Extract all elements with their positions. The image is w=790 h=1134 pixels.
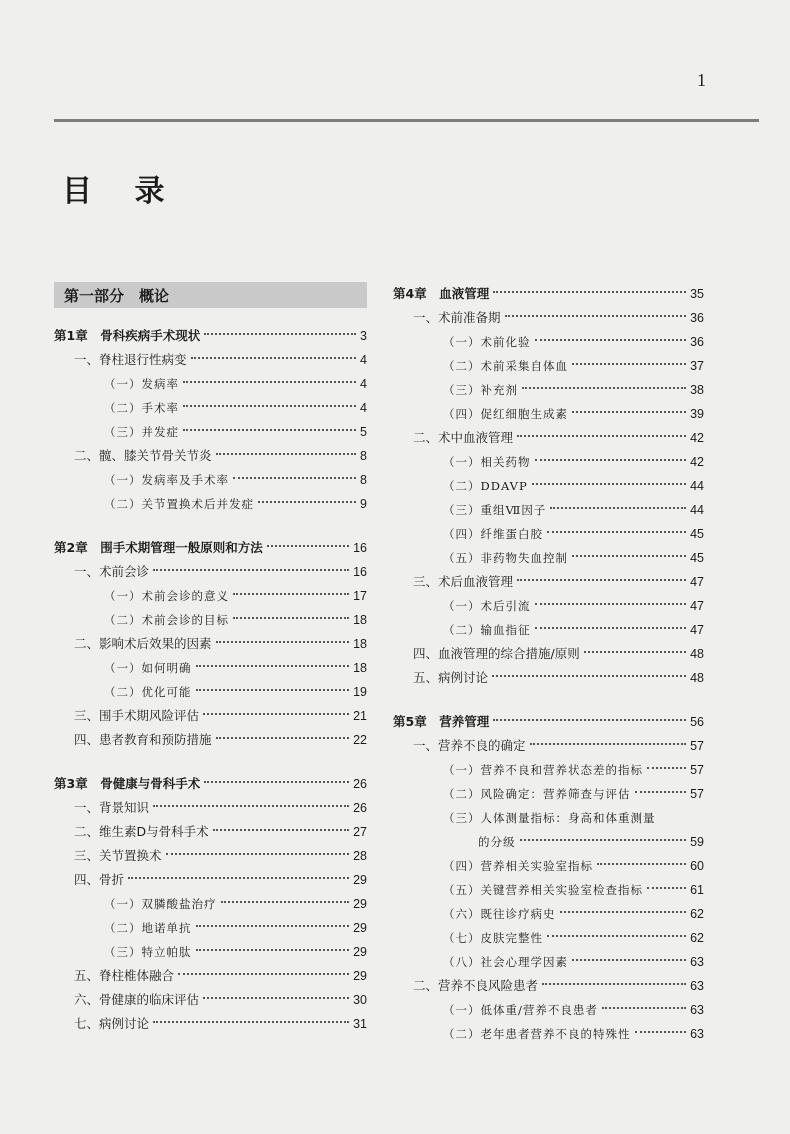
toc-sub-entry[interactable] [393, 330, 704, 354]
dot-leader [647, 887, 686, 889]
toc-sub-entry[interactable] [393, 806, 704, 830]
toc-entry-page: 63 [690, 1003, 704, 1017]
dot-leader [572, 411, 686, 413]
dot-leader [520, 839, 687, 841]
toc-entry-page: 17 [353, 589, 367, 603]
dot-leader [233, 477, 356, 479]
dot-leader [196, 949, 350, 951]
toc-entry-page: 4 [360, 401, 367, 415]
dot-leader [572, 555, 686, 557]
toc-entry-page: 63 [690, 955, 704, 969]
toc-sub-entry[interactable] [393, 926, 704, 950]
toc-section-entry[interactable] [393, 974, 704, 998]
dot-leader [535, 339, 687, 341]
dot-leader [178, 973, 349, 975]
toc-entry-page: 57 [690, 739, 704, 753]
dot-leader [128, 877, 349, 879]
toc-entry-title: （一）营养不良和营养状态差的指标 [443, 763, 643, 777]
toc-section-entry[interactable] [54, 1012, 367, 1036]
toc-entry-page: 57 [690, 787, 704, 801]
toc-sub-entry[interactable] [54, 680, 367, 704]
toc-entry-title: （二）优化可能 [104, 685, 192, 699]
dot-leader [493, 291, 686, 293]
toc-entry-title: 一、背景知识 [74, 800, 150, 815]
toc-sub-entry[interactable] [54, 916, 367, 940]
dot-leader [183, 405, 356, 407]
dot-leader [213, 829, 349, 831]
toc-entry-page: 45 [690, 551, 704, 565]
toc-sub-entry[interactable] [393, 498, 704, 522]
toc-entry-page: 47 [690, 575, 704, 589]
toc-entry-page: 56 [690, 715, 704, 729]
toc-entry-page: 39 [690, 407, 704, 421]
dot-leader [233, 593, 349, 595]
toc-entry-page: 48 [690, 647, 704, 661]
toc-entry-page: 48 [690, 671, 704, 685]
toc-section-entry[interactable] [393, 426, 704, 450]
toc-entry-page: 38 [690, 383, 704, 397]
dot-leader [153, 805, 349, 807]
toc-entry-page: 16 [353, 541, 367, 555]
toc-entry-page: 37 [690, 359, 704, 373]
header-rule [54, 119, 759, 122]
toc-sub-entry[interactable] [393, 450, 704, 474]
toc-entry-title: 第5章 营养管理 [393, 714, 490, 729]
dot-leader [635, 1031, 687, 1033]
toc-entry-title: 四、血液管理的综合措施/原则 [413, 646, 580, 661]
toc-left-column [54, 282, 367, 1036]
toc-entry-title: （三）特立帕肽 [104, 945, 192, 959]
dot-leader [522, 387, 686, 389]
toc-section-entry[interactable] [393, 666, 704, 690]
toc-entry-title: （六）既往诊疗病史 [443, 907, 556, 921]
toc-entry-title: （二）DDAVP [443, 479, 528, 493]
toc-entry-page: 5 [360, 425, 367, 439]
toc-entry-page: 42 [690, 455, 704, 469]
dot-leader [196, 925, 350, 927]
toc-chapter-entry[interactable] [54, 324, 367, 348]
toc-entry-page: 21 [353, 709, 367, 723]
dot-leader [258, 501, 356, 503]
toc-entry-page: 60 [690, 859, 704, 873]
toc-section-entry[interactable] [54, 796, 367, 820]
toc-section-entry[interactable] [393, 306, 704, 330]
toc-section-entry[interactable] [54, 820, 367, 844]
toc-chapter-entry[interactable] [54, 772, 367, 796]
dot-leader [492, 675, 686, 677]
toc-entry-title: （三）并发症 [104, 425, 179, 439]
dot-leader [530, 743, 687, 745]
toc-entry-page: 3 [360, 329, 367, 343]
dot-leader [550, 507, 686, 509]
toc-section-entry[interactable] [54, 844, 367, 868]
dot-leader [560, 911, 687, 913]
dot-leader [493, 719, 686, 721]
toc-chapter-entry[interactable] [393, 710, 704, 734]
toc-sub-entry[interactable] [393, 474, 704, 498]
dot-leader [635, 791, 687, 793]
toc-sub-entry[interactable] [393, 378, 704, 402]
toc-entry-title: （四）纤维蛋白胶 [443, 527, 543, 541]
toc-entry-title: （二）风险确定：营养筛查与评估 [443, 787, 631, 801]
toc-sub-entry[interactable] [54, 468, 367, 492]
toc-entry-page: 44 [690, 479, 704, 493]
dot-leader [517, 579, 686, 581]
dot-leader [153, 1021, 349, 1023]
part-heading: 第一部分 概论 [54, 282, 367, 308]
toc-entry-title: 一、术前会诊 [74, 564, 150, 579]
dot-leader [647, 767, 686, 769]
toc-sub-entry[interactable] [393, 950, 704, 974]
dot-leader [204, 333, 356, 335]
toc-entry-title: 第4章 血液管理 [393, 286, 490, 301]
toc-sub-entry[interactable] [393, 782, 704, 806]
toc-sub-entry[interactable] [393, 902, 704, 926]
toc-sub-entry[interactable] [393, 854, 704, 878]
toc-sub-entry[interactable] [393, 878, 704, 902]
section-gap [393, 690, 704, 710]
toc-entry-page: 30 [353, 993, 367, 1007]
toc-entry-title: （二）关节置换术后并发症 [104, 497, 254, 511]
toc-entry-page: 19 [353, 685, 367, 699]
toc-entry-title: 三、围手术期风险评估 [74, 708, 200, 723]
toc-entry-page: 57 [690, 763, 704, 777]
toc-entry-title: 一、营养不良的确定 [413, 738, 526, 753]
toc-entry-page: 42 [690, 431, 704, 445]
dot-leader [597, 863, 686, 865]
toc-entry-title: （四）营养相关实验室指标 [443, 859, 593, 873]
toc-entry-page: 59 [690, 835, 704, 849]
toc-entry-page: 16 [353, 565, 367, 579]
toc-sub-entry[interactable] [54, 656, 367, 680]
toc-entry-title: （二）老年患者营养不良的特殊性 [443, 1027, 631, 1041]
toc-sub-entry[interactable] [393, 402, 704, 426]
toc-entry-title: 二、术中血液管理 [413, 430, 514, 445]
dot-leader [203, 713, 349, 715]
toc-entry-title: （二）输血指征 [443, 623, 531, 637]
dot-leader [196, 665, 350, 667]
toc-entry-page: 4 [360, 353, 367, 367]
toc-entry-page: 36 [690, 311, 704, 325]
dot-leader [216, 737, 350, 739]
toc-entry-title: （二）手术率 [104, 401, 179, 415]
toc-entry-title: （一）术前化验 [443, 335, 531, 349]
toc-title: 目 录 [62, 174, 181, 209]
dot-leader [221, 901, 350, 903]
toc-entry-page: 44 [690, 503, 704, 517]
toc-entry-title: 七、病例讨论 [74, 1016, 150, 1031]
dot-leader [196, 689, 350, 691]
toc-section-entry[interactable] [54, 728, 367, 752]
dot-leader [267, 545, 349, 547]
toc-sub-entry[interactable] [54, 608, 367, 632]
toc-entry-title: （五）非药物失血控制 [443, 551, 568, 565]
toc-section-entry[interactable] [54, 632, 367, 656]
dot-leader [204, 781, 349, 783]
toc-section-entry[interactable] [393, 734, 704, 758]
toc-entry-page: 28 [353, 849, 367, 863]
toc-entry-page: 35 [690, 287, 704, 301]
toc-entry-title: （四）促红细胞生成素 [443, 407, 568, 421]
toc-entry-title: （七）皮肤完整性 [443, 931, 543, 945]
dot-leader [191, 357, 357, 359]
toc-sub-entry[interactable] [393, 546, 704, 570]
page-number: 1 [697, 70, 706, 90]
toc-entry-page: 62 [690, 931, 704, 945]
dot-leader [183, 381, 356, 383]
toc-entry-page: 45 [690, 527, 704, 541]
toc-entry-page: 47 [690, 623, 704, 637]
dot-leader [547, 935, 686, 937]
toc-entry-title: （二）术前采集自体血 [443, 359, 568, 373]
toc-entry-title: 二、髋、膝关节骨关节炎 [74, 448, 212, 463]
toc-entry-title: 四、患者教育和预防措施 [74, 732, 212, 747]
dot-leader [584, 651, 686, 653]
toc-sub-entry[interactable] [54, 420, 367, 444]
toc-entry-title: （一）术后引流 [443, 599, 531, 613]
toc-entry-title: 五、病例讨论 [413, 670, 489, 685]
toc-sub-entry[interactable] [393, 1022, 704, 1046]
toc-entry-title: （一）相关药物 [443, 455, 531, 469]
toc-entry-title: 第1章 骨科疾病手术现状 [54, 328, 201, 343]
dot-leader [203, 997, 349, 999]
toc-entry-title: （二）术前会诊的目标 [104, 613, 229, 627]
toc-entry-page: 29 [353, 921, 367, 935]
dot-leader [505, 315, 687, 317]
toc-entry-page: 8 [360, 473, 367, 487]
toc-section-entry[interactable] [54, 868, 367, 892]
toc-entry-title: 一、脊柱退行性病变 [74, 352, 187, 367]
toc-sub-entry[interactable] [54, 892, 367, 916]
toc-entry-title: （五）关键营养相关实验室检查指标 [443, 883, 643, 897]
toc-entry-title: 五、脊柱椎体融合 [74, 968, 175, 983]
toc-entry-title: （一）低体重/营养不良患者 [443, 1003, 598, 1017]
toc-section-entry[interactable] [54, 560, 367, 584]
toc-entry-page: 61 [690, 883, 704, 897]
toc-entry-page: 63 [690, 1027, 704, 1041]
toc-entry-page: 29 [353, 897, 367, 911]
toc-section-entry[interactable] [393, 570, 704, 594]
toc-sub-entry[interactable] [393, 830, 704, 854]
toc-entry-page: 8 [360, 449, 367, 463]
dot-leader [535, 627, 687, 629]
toc-section-entry[interactable] [54, 988, 367, 1012]
toc-entry-page: 18 [353, 613, 367, 627]
toc-entry-page: 62 [690, 907, 704, 921]
toc-entry-title: （二）地诺单抗 [104, 921, 192, 935]
toc-sub-entry[interactable] [393, 758, 704, 782]
dot-leader [166, 853, 350, 855]
dot-leader [535, 603, 687, 605]
toc-entry-title: 第3章 骨健康与骨科手术 [54, 776, 201, 791]
toc-entry-page: 18 [353, 637, 367, 651]
dot-leader [233, 617, 349, 619]
toc-section-entry[interactable] [393, 642, 704, 666]
toc-entry-page: 29 [353, 873, 367, 887]
toc-entry-title: 的分级 [478, 835, 516, 849]
toc-entry-page: 29 [353, 945, 367, 959]
toc-entry-page: 22 [353, 733, 367, 747]
toc-section-entry[interactable] [54, 704, 367, 728]
toc-entry-page: 31 [353, 1017, 367, 1031]
toc-entry-title: （一）术前会诊的意义 [104, 589, 229, 603]
toc-entry-title: 一、术前准备期 [413, 310, 501, 325]
toc-chapter-entry[interactable] [54, 536, 367, 560]
toc-entry-title: 三、术后血液管理 [413, 574, 514, 589]
toc-entry-page: 9 [360, 497, 367, 511]
toc-entry-page: 36 [690, 335, 704, 349]
dot-leader [216, 641, 350, 643]
dot-leader [602, 1007, 686, 1009]
toc-entry-title: 六、骨健康的临床评估 [74, 992, 200, 1007]
toc-sub-entry[interactable] [393, 618, 704, 642]
toc-entry-page: 63 [690, 979, 704, 993]
toc-entry-page: 26 [353, 801, 367, 815]
dot-leader [532, 483, 686, 485]
dot-leader [183, 429, 356, 431]
toc-sub-entry[interactable] [54, 372, 367, 396]
dot-leader [517, 435, 686, 437]
toc-entry-page: 18 [353, 661, 367, 675]
dot-leader [216, 453, 357, 455]
toc-entry-title: （八）社会心理学因素 [443, 955, 568, 969]
toc-sub-entry[interactable] [393, 354, 704, 378]
dot-leader [572, 959, 686, 961]
toc-entry-page: 26 [353, 777, 367, 791]
dot-leader [547, 531, 686, 533]
dot-leader [535, 459, 687, 461]
toc-section-entry[interactable] [54, 444, 367, 468]
toc-sub-entry[interactable] [54, 396, 367, 420]
toc-section-entry[interactable] [54, 964, 367, 988]
section-gap [54, 516, 367, 536]
toc-entry-title: 二、维生素D与骨科手术 [74, 824, 209, 839]
toc-section-entry[interactable] [54, 348, 367, 372]
toc-entry-title: （三）补充剂 [443, 383, 518, 397]
toc-entry-title: 三、关节置换术 [74, 848, 162, 863]
dot-leader [153, 569, 349, 571]
toc-entry-page: 47 [690, 599, 704, 613]
toc-entry-title: 二、影响术后效果的因素 [74, 636, 212, 651]
toc-entry-title: （三）人体测量指标：身高和体重测量 [443, 811, 656, 825]
dot-leader [572, 363, 686, 365]
toc-entry-page: 27 [353, 825, 367, 839]
toc-entry-title: （一）双膦酸盐治疗 [104, 897, 217, 911]
toc-entry-title: （三）重组Ⅶ因子 [443, 503, 547, 517]
toc-sub-entry[interactable] [393, 522, 704, 546]
section-gap [54, 752, 367, 772]
toc-entry-title: 第2章 围手术期管理一般原则和方法 [54, 540, 263, 555]
toc-sub-entry[interactable] [54, 584, 367, 608]
toc-entry-title: （一）发病率 [104, 377, 179, 391]
toc-sub-entry[interactable] [54, 940, 367, 964]
toc-chapter-entry[interactable] [393, 282, 704, 306]
toc-entry-page: 4 [360, 377, 367, 391]
dot-leader [542, 983, 686, 985]
toc-entry-title: （一）如何明确 [104, 661, 192, 675]
toc-sub-entry[interactable] [54, 492, 367, 516]
toc-right-column [393, 282, 704, 1046]
toc-entry-page: 29 [353, 969, 367, 983]
toc-entry-title: 二、营养不良风险患者 [413, 978, 539, 993]
toc-entry-title: （一）发病率及手术率 [104, 473, 229, 487]
toc-entry-title: 四、骨折 [74, 872, 125, 887]
toc-sub-entry[interactable] [393, 998, 704, 1022]
toc-sub-entry[interactable] [393, 594, 704, 618]
